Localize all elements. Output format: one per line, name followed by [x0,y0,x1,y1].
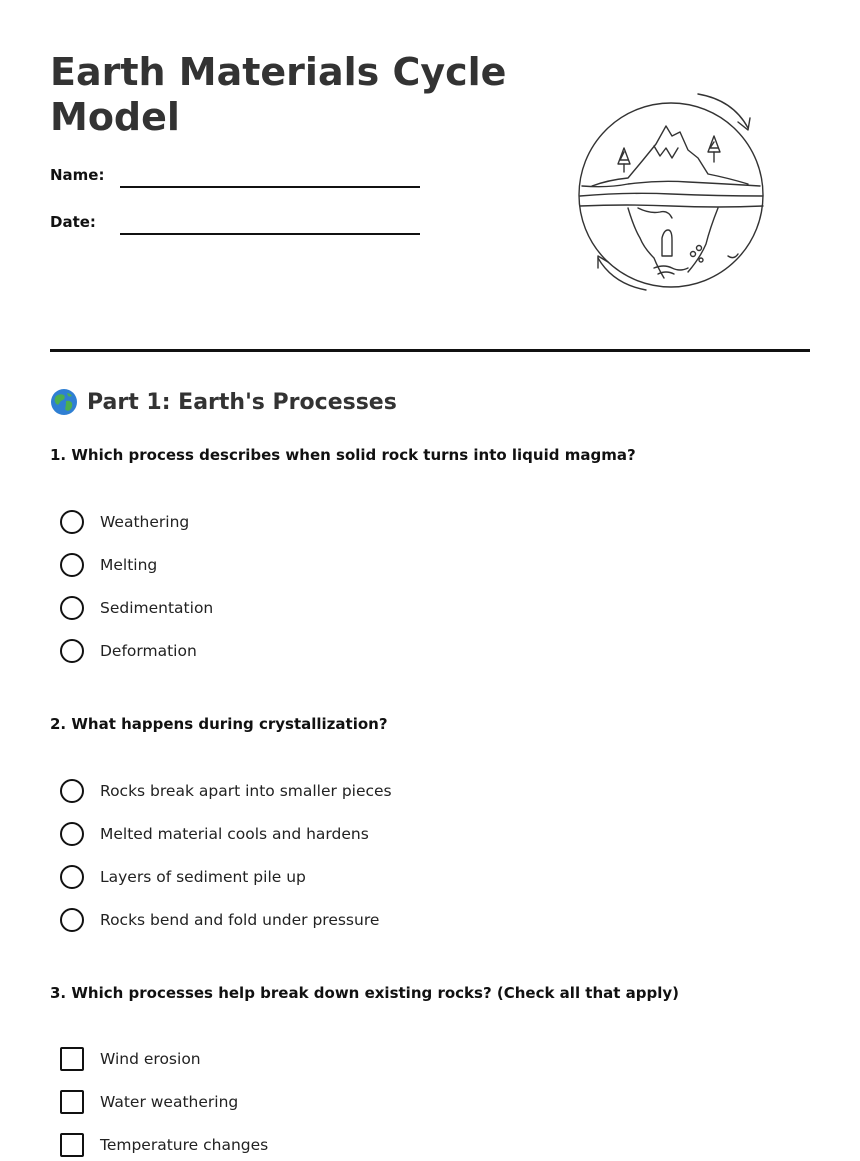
section-divider [50,349,810,352]
q1-option-deformation[interactable] [60,639,197,663]
worksheet-title: Earth Materials Cycle Model [50,50,507,139]
question-3: 3. Which processes help break down existing rocks? (Check all that apply) [50,984,680,1002]
checkbox[interactable] [60,1090,84,1114]
checkbox[interactable] [60,1133,84,1157]
globe-emoji-icon [50,388,78,416]
radio-button[interactable] [60,553,84,577]
q1-option-weathering[interactable] [60,510,189,534]
rock-cycle-illustration [568,88,778,298]
radio-button[interactable] [60,865,84,889]
date-label: Date: [50,213,96,231]
date-field[interactable] [120,233,420,235]
option-label: Melted material cools and hardens [100,825,369,843]
radio-button[interactable] [60,908,84,932]
q1-option-sedimentation[interactable] [60,596,213,620]
option-label: Rocks break apart into smaller pieces [100,782,392,800]
name-field[interactable] [120,186,420,188]
q3-option-water-weathering[interactable] [60,1090,238,1114]
option-label: Temperature changes [100,1136,269,1154]
q2-option-sediment-layers[interactable] [60,865,306,889]
q1-option-melting[interactable] [60,553,157,577]
radio-button[interactable] [60,779,84,803]
option-label: Melting [100,556,158,574]
option-label: Water weathering [100,1093,239,1111]
radio-button[interactable] [60,639,84,663]
checkbox[interactable] [60,1047,84,1071]
option-label: Sedimentation [100,599,214,617]
section-title-text: Part 1: Earth's Processes [87,389,397,415]
question-2: 2. What happens during crystallization? [50,715,388,733]
q3-option-wind-erosion[interactable] [60,1047,201,1071]
q3-option-temperature-changes[interactable] [60,1133,268,1157]
q2-option-cools-hardens[interactable] [60,822,369,846]
radio-button[interactable] [60,596,84,620]
radio-button[interactable] [60,822,84,846]
option-label: Layers of sediment pile up [100,868,306,886]
option-label: Weathering [100,513,190,531]
question-1: 1. Which process describes when solid rock turns into liquid magma? [50,446,636,464]
q2-option-break-apart[interactable] [60,779,392,803]
section-title-part1 [50,388,397,416]
option-label: Deformation [100,642,197,660]
option-label: Wind erosion [100,1050,201,1068]
radio-button[interactable] [60,510,84,534]
option-label: Rocks bend and fold under pressure [100,911,380,929]
name-label: Name: [50,166,105,184]
q2-option-bend-fold[interactable] [60,908,379,932]
